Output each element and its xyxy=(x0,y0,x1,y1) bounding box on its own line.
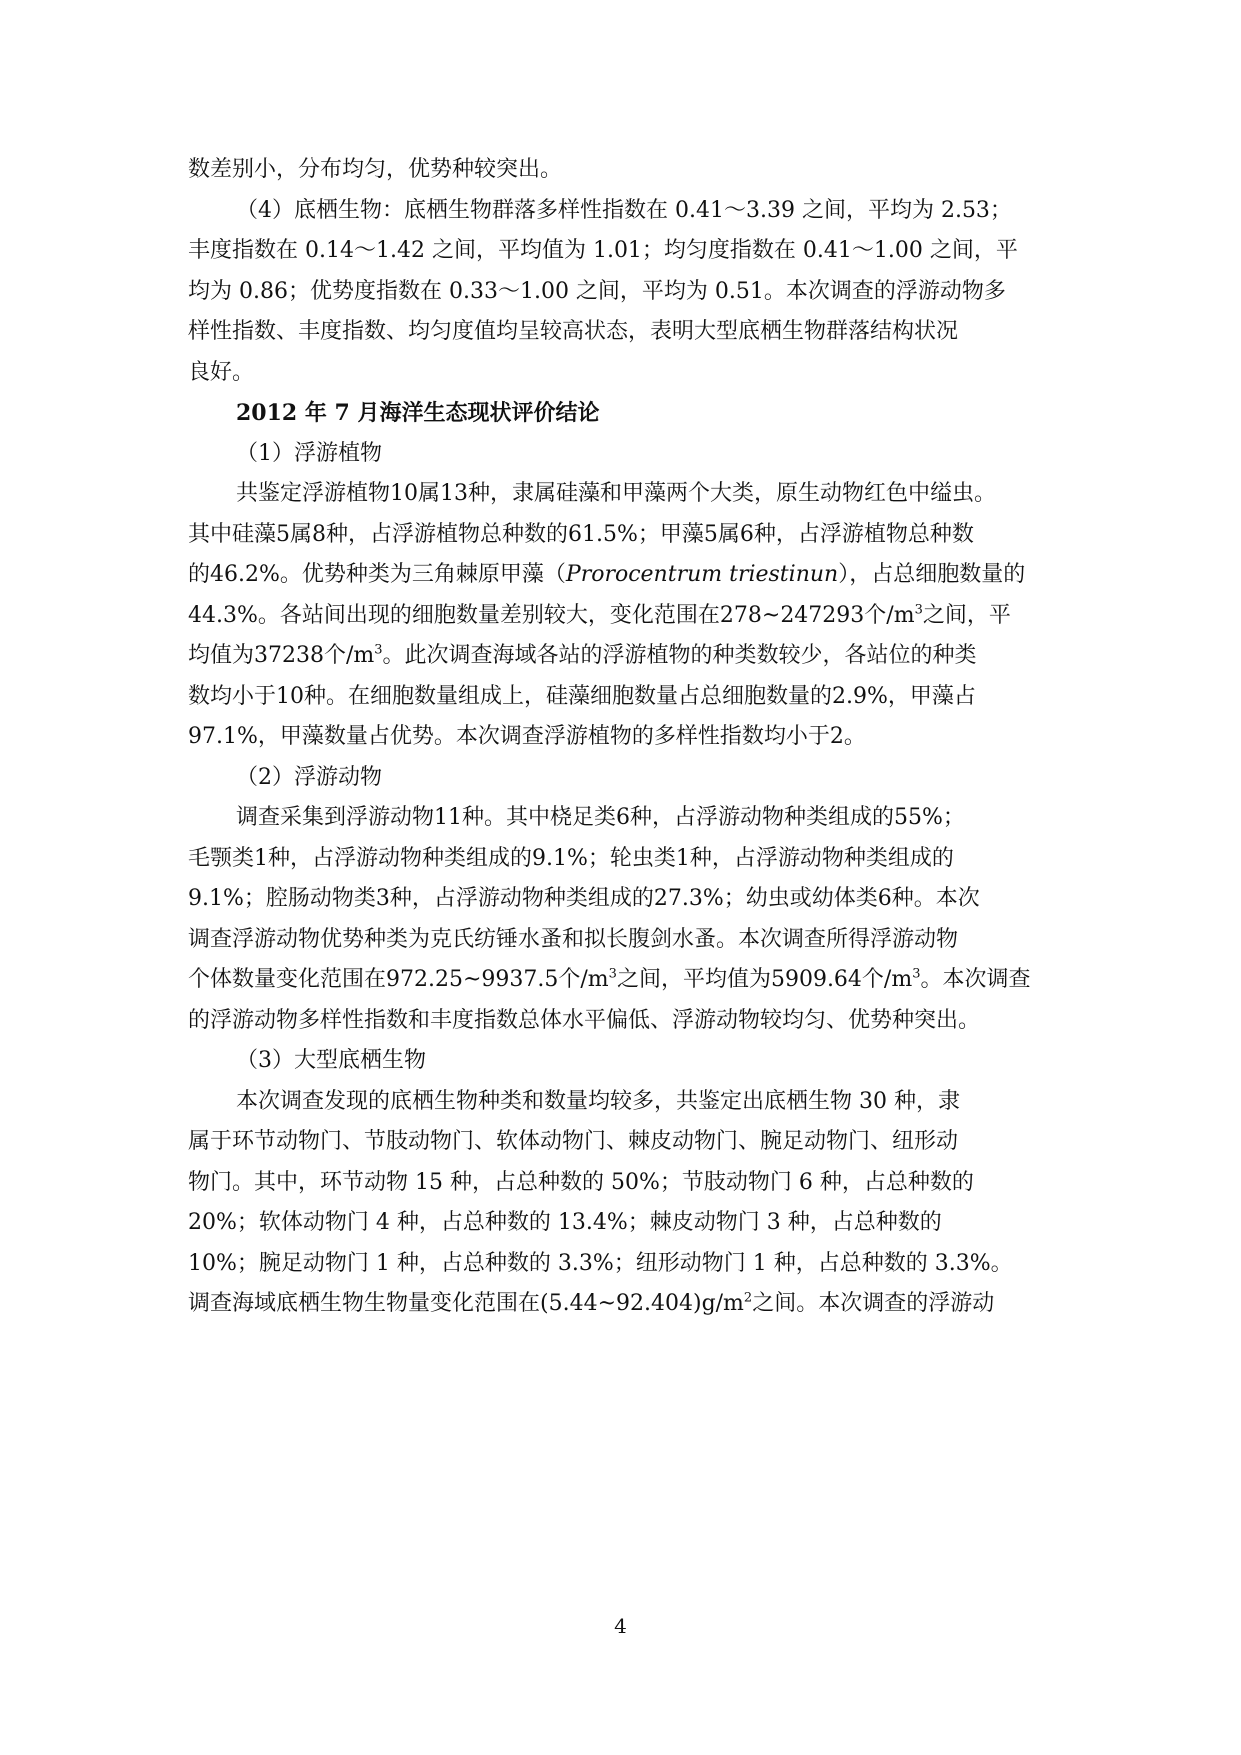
subsection-heading-benthos: （3）大型底栖生物 xyxy=(236,1048,426,1073)
section-heading: 2012 年 7 月海洋生态现状评价结论 xyxy=(236,400,600,426)
text-line: 数差别小，分布均匀，优势种较突出。 xyxy=(188,157,563,182)
text-line: 97.1%，甲藻数量占优势。本次调查浮游植物的多样性指数均小于2。 xyxy=(188,724,866,749)
text-line: 的46.2%。优势种类为三角棘原甲藻（ Prorocentrum triestinun ），占总细胞数量的 xyxy=(188,555,1058,596)
page-number: 4 xyxy=(614,1614,627,1638)
text-line: 共鉴定浮游植物10属13种，隶属硅藻和甲藻两个大类，原生动物红色中缢虫。 xyxy=(236,481,996,506)
text-line: 其中硅藻5属8种，占浮游植物总种数的61.5%；甲藻5属6种，占浮游植物总种数 xyxy=(188,521,974,547)
text-line: 均为 0.86；优势度指数在 0.33～1.00 之间，平均为 0.51。本次调查的浮游动物多 xyxy=(188,278,1006,304)
text-line: 20%；软体动物门 4 种，占总种数的 13.4%；棘皮动物门 3 种，占总种数的 xyxy=(188,1210,942,1235)
text-line: 调查海域底栖生物生物量变化范围在$(5.44\sim 92.404)g/m^2$之间。本次调查的浮游动 xyxy=(188,1290,995,1316)
text-line: （4）底栖生物：底栖生物群落多样性指数在 0.41～3.39 之间，平均为 2.53； xyxy=(236,197,1012,223)
text-line: 调查浮游动物优势种类为克氏纺锤水蚤和拟长腹剑水蚤。本次调查所得浮游动物 xyxy=(188,926,959,952)
subsection-heading-zooplankton: （2）浮游动物 xyxy=(236,764,382,790)
text-line: 良好。 xyxy=(188,359,255,385)
text-line: 样性指数、丰度指数、均匀度值均呈较高状态，表明大型底栖生物群落结构状况 xyxy=(188,319,959,344)
text-line: 均值为37238个$/m^3$。此次调查海域各站的浮游植物的种类数较少，各站位的种类 xyxy=(188,642,977,668)
text-line: 9.1%；腔肠动物类3种，占浮游动物种类组成的27.3%；幼虫或幼体类6种。本次 xyxy=(188,886,980,911)
text-line: 毛颚类1种，占浮游动物种类组成的9.1%；轮虫类1种，占浮游动物种类组成的 xyxy=(188,845,954,871)
text-line: 本次调查发现的底栖生物种类和数量均较多，共鉴定出底栖生物 30 种，隶 xyxy=(236,1088,960,1114)
text-line: 的浮游动物多样性指数和丰度指数总体水平偏低、浮游动物较均匀、优势种突出。 xyxy=(188,1007,981,1033)
body-text xyxy=(188,150,1058,1325)
text-line: 属于环节动物门、节肢动物门、软体动物门、棘皮动物门、腕足动物门、纽形动 xyxy=(188,1129,959,1154)
species-name: Prorocentrum triestinun xyxy=(565,562,839,587)
subsection-heading-phytoplankton: （1）浮游植物 xyxy=(236,440,382,466)
text-line: 数均小于10种。在细胞数量组成上，硅藻细胞数量占总细胞数量的2.9%，甲藻占 xyxy=(188,683,976,709)
text-line: 调查采集到浮游动物11种。其中桡足类6种，占浮游动物种类组成的55%； xyxy=(236,805,965,830)
text-line: 物门。其中，环节动物 15 种，占总种数的 50%；节肢动物门 6 种，占总种数的 xyxy=(188,1169,974,1195)
text-line: 丰度指数在 0.14～1.42 之间，平均值为 1.01；均匀度指数在 0.41～1.00 之间，平 xyxy=(188,238,1018,263)
text-line: 44.3%。各站间出现的细胞数量差别较大，变化范围在278~247293个$/m^3$之间，平 xyxy=(188,602,1011,628)
text-line: 个体数量变化范围在972.25~9937.5个$/m^3$之间，平均值为5909.64个$/m^3$。本次调查 xyxy=(188,966,1031,992)
text-line: 10%；腕足动物门 1 种，占总种数的 3.3%；纽形动物门 1 种，占总种数的 3.3%。 xyxy=(188,1250,1013,1276)
